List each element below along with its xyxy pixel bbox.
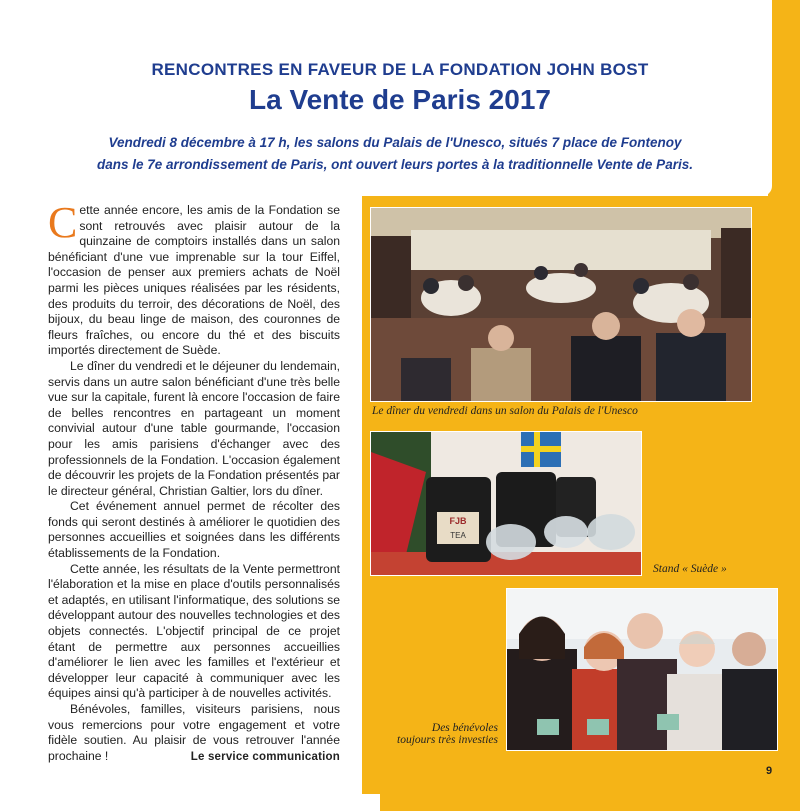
stand-scene-image bbox=[371, 432, 641, 575]
dinner-caption: Le dîner du vendredi dans un salon du Palais de l'Unesco bbox=[372, 405, 638, 417]
stand-photo bbox=[370, 431, 642, 576]
article-body bbox=[48, 198, 340, 764]
gold-bottom-band bbox=[380, 790, 800, 811]
paragraph-1-text: ette année encore, les amis de la Fondation se sont retrouvés avec plaisir autour de la quinzaine de comptoirs installés dans un salon bénéficiant d'une vue imprenable sur la tour Eiffel, l'occasion de penser aux premiers achats de Noël parmi les pièces uniques réalisées par les résidents, des produits du terroir, des décorations de Noël, des bijoux, du beau linge de maison, des couronnes de fleurs fraîches, ou encore du thé et des biscuits importés directement de Suède. bbox=[48, 203, 340, 358]
dinner-scene-image bbox=[371, 208, 751, 401]
jar-brand-text: FJB bbox=[449, 516, 467, 526]
paragraph-1 bbox=[48, 198, 340, 359]
drop-cap: C bbox=[48, 198, 78, 247]
stand-caption: Stand « Suède » bbox=[653, 563, 727, 575]
volunteers-photo bbox=[506, 588, 778, 751]
paragraph-5: Bénévoles, familles, visiteurs parisiens, nous vous remercions pour votre engagement et votre fidèle soutien. Au plaisir de vous retrouver l'année prochaine ! bbox=[48, 702, 340, 763]
article-intro bbox=[70, 132, 720, 176]
intro-line-1: Vendredi 8 décembre à 17 h, les salons du Palais de l'Unesco, situés 7 place de Fontenoy bbox=[108, 135, 682, 150]
volunteers-caption-line-2: toujours très investies bbox=[397, 734, 498, 746]
jar-tea-text: TEA bbox=[450, 531, 466, 540]
volunteers-caption-line-1: Des bénévoles bbox=[431, 722, 498, 734]
paragraph-2: Le dîner du vendredi et le déjeuner du lendemain, servis dans un autre salon bénéficiant d'une très belle vue sur la capitale, furent là encore l'occasion de faire de belles rencontres en partageant un moment convivial autour d'une table gourmande, l'occasion pour les amis parisiens d'échanger avec des professionnels de la Fondation. L'occasion également de découvrir les projets de la Fondation présentés par le directeur général, Christian Galtier, lors du dîner. bbox=[48, 358, 340, 498]
dinner-photo bbox=[370, 207, 752, 402]
paragraph-3: Cet événement annuel permet de récolter des fonds qui seront destinés à améliorer le quotidien des personnes accueillies et soignées dans les différents établissements de la Fondation. bbox=[48, 499, 340, 561]
intro-line-2: dans le 7e arrondissement de Paris, ont ouvert leurs portes à la traditionnelle Vente de Paris. bbox=[97, 157, 693, 172]
signature: Le service communication bbox=[190, 751, 340, 763]
page-number: 9 bbox=[766, 765, 773, 777]
article-kicker: RENCONTRES EN FAVEUR DE LA FONDATION JOHN BOST bbox=[151, 60, 649, 79]
paragraph-4: Cette année, les résultats de la Vente permettront l'élaboration et la mise en place d'outils personnalisés et adaptés, en utilisant l'informatique, des solutions se développant autour des nouvelles technologies et des objets connectés. L'objectif principal de ce projet étant de permettre aux personnes accueillies d'améliorer le lien avec les familles et l'extérieur et développer leur capacité à communiquer avec les équipes ainsi qu'à participer à de nouvelles activités. bbox=[48, 561, 340, 701]
volunteers-scene-image bbox=[507, 589, 777, 750]
volunteers-caption bbox=[388, 722, 498, 746]
article-title: La Vente de Paris 2017 bbox=[249, 84, 551, 115]
